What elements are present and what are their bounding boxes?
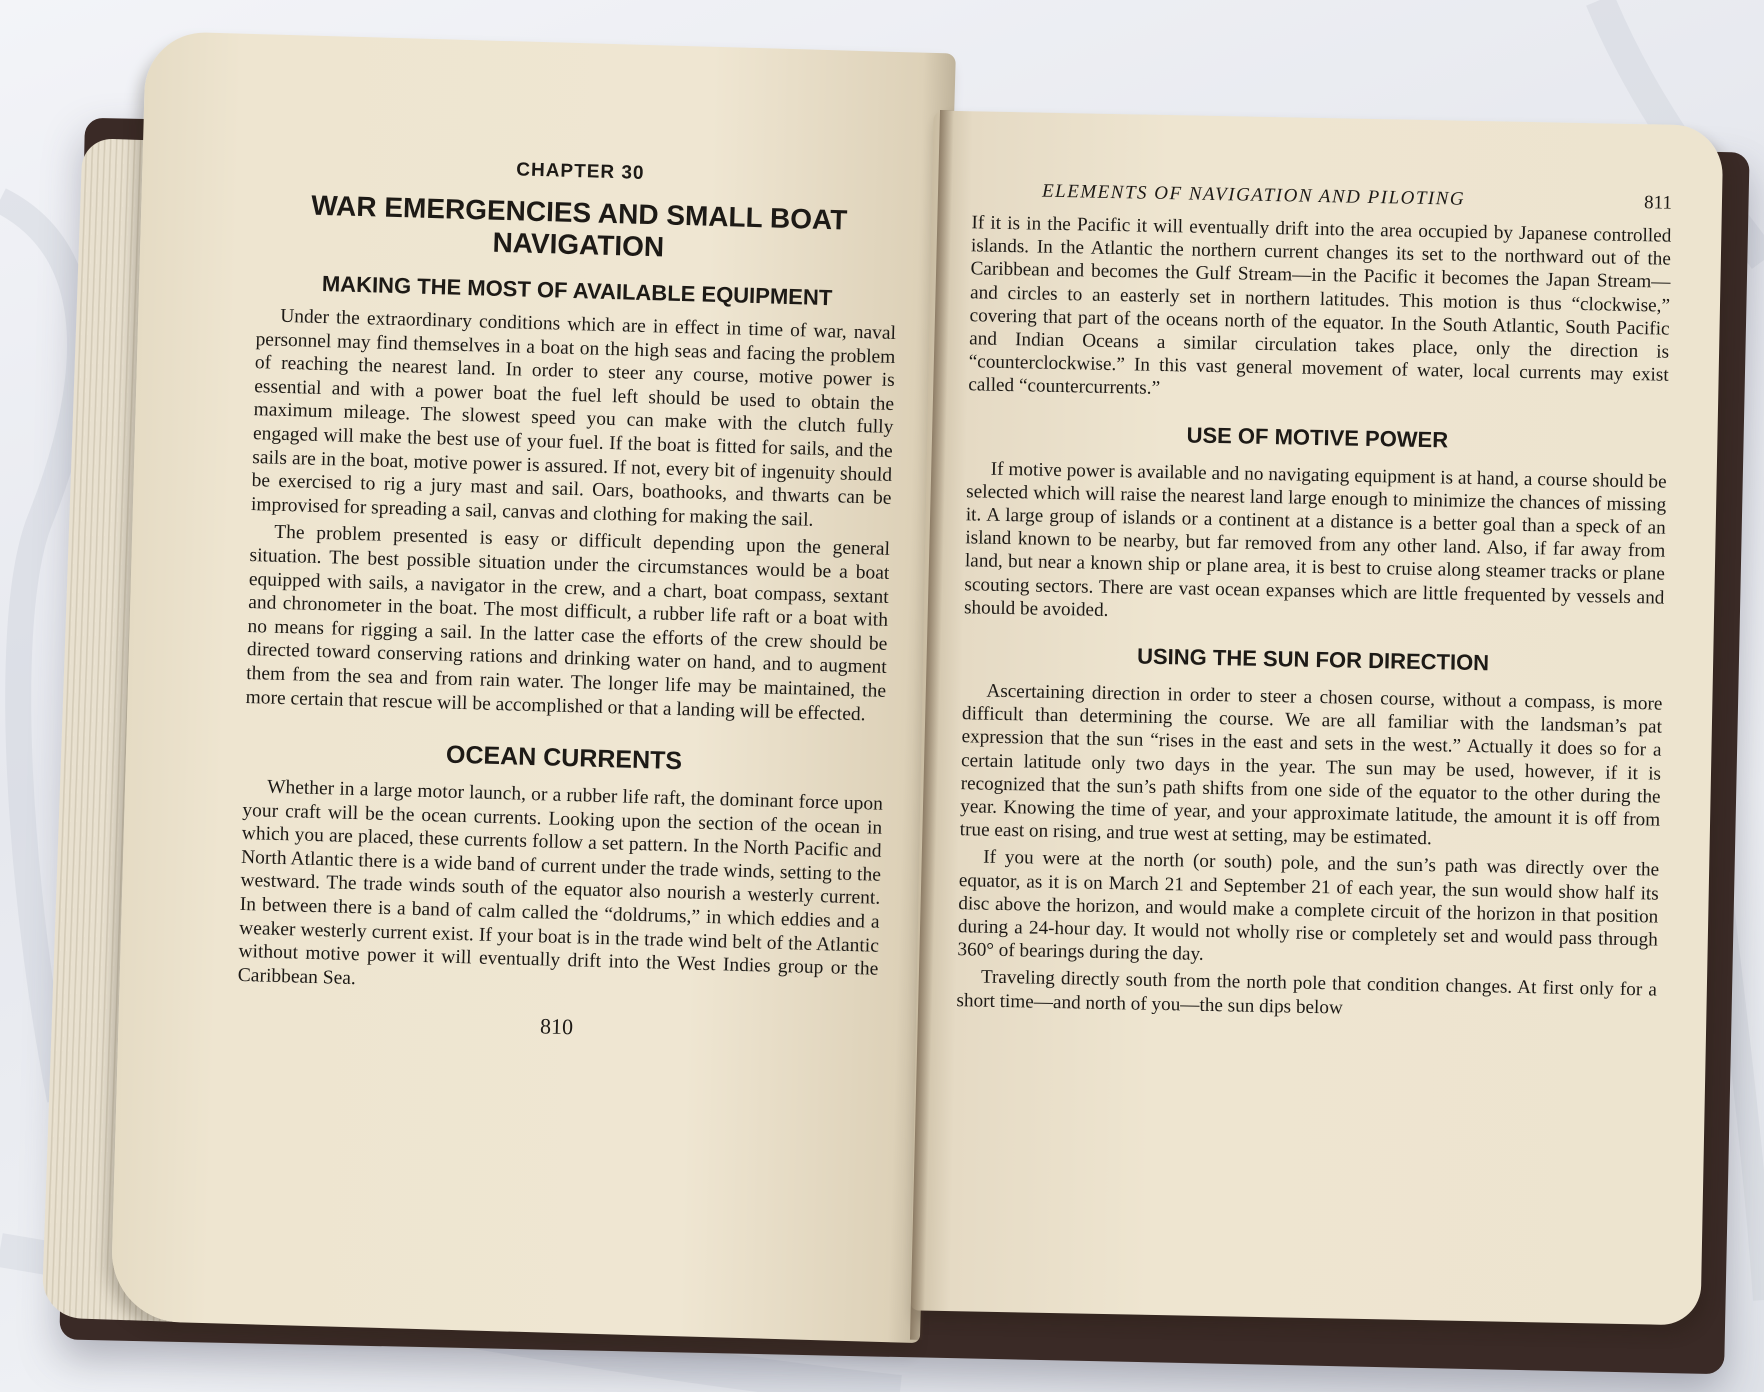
paragraph: Under the extraordinary conditions which are in effect in time of war, naval personnel may find themselves in a boat on the high seas and facing the problem of reaching the nearest land. In order to steer any course, motive power is essential and with a power boat the fuel left should be used to obtain the maximum mileage. The slowest speed you can make with the clutch fully engaged will make the best use of your fuel. If the boat is fitted for sails, and the sails are in the boat, motive power is assured. If not, every bit of ingenuity should be exercised to rig a jury mast and sail. Oars, boathooks, and thwarts can be improvised for spreading a sail, canvas and clothing for making the sail. [250, 305, 897, 531]
paragraph: Traveling directly south from the north pole that condition changes. At first only for a short time—and north of you—the sun dips below [956, 967, 1658, 1019]
right-page [911, 111, 1724, 1326]
running-head [972, 179, 1672, 214]
section-heading-motive-power: USE OF MOTIVE POWER [1186, 422, 1449, 453]
page-number-left: 810 [539, 1013, 574, 1040]
paragraph: The problem presented is easy or difficult depending upon the general situation. The best possible situation under the circumstances would be a boat equipped with sails, a navigator in the crew, and a chart, boat compass, sextant and chronometer in the boat. The most difficult, a rubber life raft or a boat with no means for rigging a sail. In the latter case the efforts of the crew should be directed toward conserving rations and drinking water on hand, and to augment them from the sea and from rain water. The longer life may be maintained, the more certain that rescue will be accomplished or that a landing will be effected. [245, 522, 891, 725]
paragraph: If it is in the Pacific it will eventually drift into the area occupied by Japanese controlled islands. In the Atlantic the northern current changes its set to the northward out of the Caribbean and becomes the Gulf Stream—in the Pacific it becomes the Japan Stream—and circles to an easterly set in northern latitudes. This motion is thus “clockwise,” covering that part of the oceans north of the equator. In the South Atlantic, South Pacific and Indian Oceans a similar circulation takes place, only the direction is “counterclockwise.” In this vast general movement of water, local currents may exist called “countercurrents.” [968, 212, 1672, 400]
paragraph: Ascertaining direction in order to steer a chosen course, without a compass, is more difficult than determining the course. We are all familiar with the landsman’s pat expression that the sun “rises in the east and sets in the west.” Actually it does so for a certain latitude only two days in the year. The sun may be used, however, if it is recognized that the sun’s path shifts from one side of the equator to the other during the year. Knowing the time of year, and your approximate latitude, the amount it is off from true east on rising, and true west at setting, may be estimated. [959, 680, 1663, 850]
paragraph: If you were at the north (or south) pole, and the sun’s path was directly over the equator, as it is on March 21 and September 21 of each year, the sun would show half its disc above the horizon, and would make a complete circuit of the horizon in that position during a 24-hour day. It would not wholly rise or completely set and would pass through 360° of bearings during the day. [957, 847, 1660, 966]
chapter-title-line2: NAVIGATION [492, 226, 665, 263]
left-page-text [236, 152, 900, 1049]
section-heading-equipment: MAKING THE MOST OF AVAILABLE EQUIPMENT [321, 270, 833, 311]
left-page [110, 31, 956, 1343]
paragraph: Whether in a large motor launch, or a rubber life raft, the dominant force upon your craft will be the ocean currents. Looking upon the section of the ocean in which you are placed, these currents follow a set pattern. In the North Pacific and North Atlantic there is a wide band of current under the trade winds, setting to the westward. The trade winds south of the equator also nourish a westerly current. In between there is a band of calm called the “doldrums,” in which eddies and a weaker westerly current exist. If your boat is in the trade wind belt of the Atlantic without motive power it will eventually drift into the West Indies group or the Caribbean Sea. [237, 776, 884, 990]
right-page-text [956, 179, 1672, 1029]
chapter-title [258, 188, 900, 270]
chapter-title-line1: WAR EMERGENCIES AND SMALL BOAT [310, 189, 848, 236]
section-heading-ocean-currents: OCEAN CURRENTS [445, 740, 683, 776]
page-number-right: 811 [1643, 192, 1673, 214]
paragraph: If motive power is available and no navigating equipment is at hand, a course should be selected which will raise the nearest land large enough to minimize the chances of missing it. A large group of islands or a continent at a distance is a better goal than a speck of an island known to be nearby, but far removed from any other land. Also, if far away from land, but near a known ship or plane area, it is best to cruise along steamer tracks or plane scouting sectors. There are vast ocean expanses which are little frequented by vessels and should be avoided. [963, 458, 1667, 621]
chapter-number: CHAPTER 30 [516, 159, 645, 184]
section-heading-sun-direction: USING THE SUN FOR DIRECTION [1136, 643, 1490, 676]
running-head-title: ELEMENTS OF NAVIGATION AND PILOTING [1041, 180, 1466, 210]
